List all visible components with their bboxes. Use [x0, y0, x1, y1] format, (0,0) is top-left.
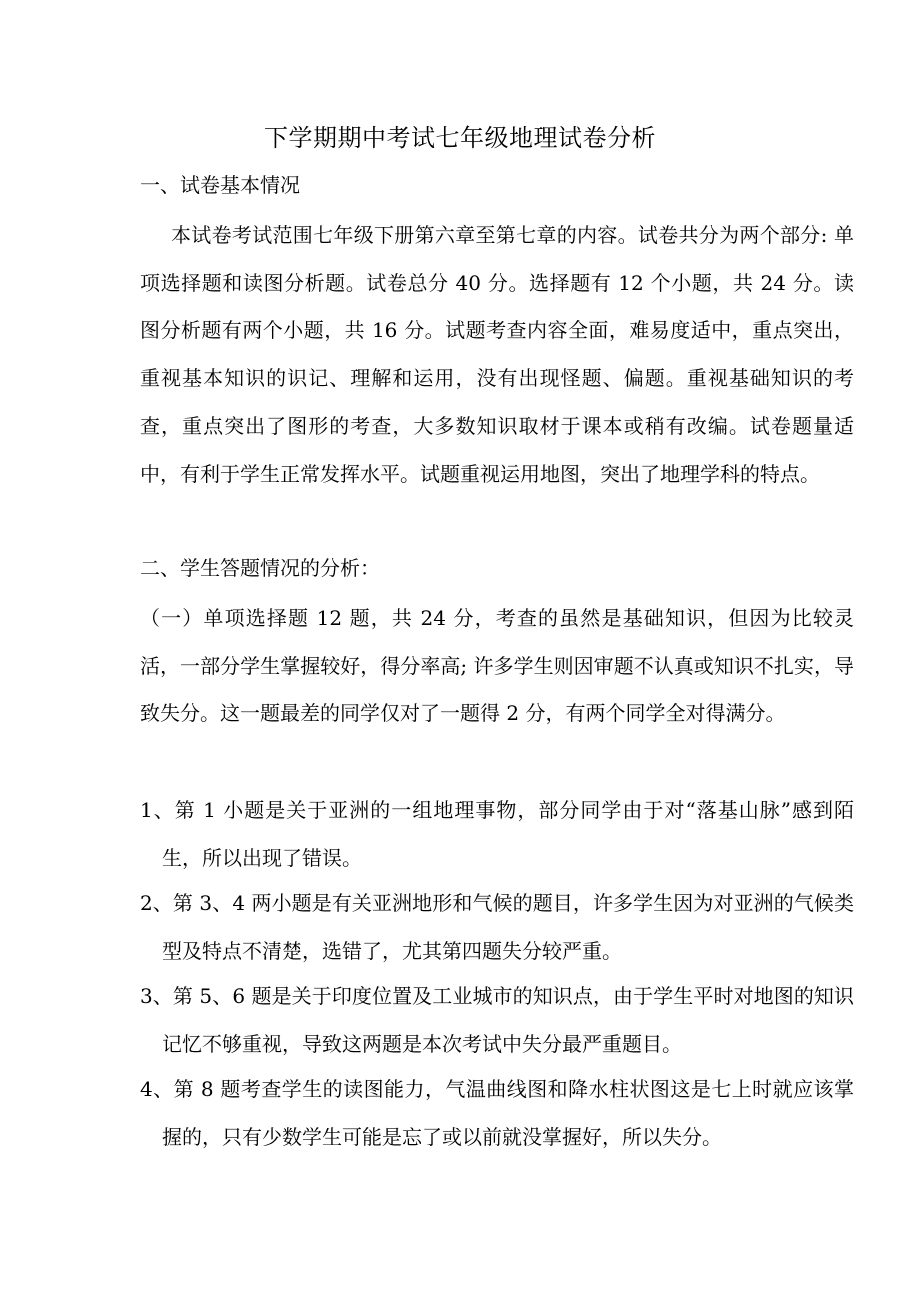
- section-paragraph-multiple-choice: （一）单项选择题 12 题，共 24 分，考查的虽然是基础知识，但因为比较灵活，一部分学生掌握较好，得分率高; 许多学生则因审题不认真或知识不扎实，导致失分。这一题最差的同学仅对了一题得 2 分，有两个同学全对得满分。: [140, 606, 854, 726]
- list-item: 3、第 5、6 题是关于印度位置及工业城市的知识点，由于学生平时对地图的知识记忆不够重视，导致这两题是本次考试中失分最严重题目。: [140, 984, 854, 1056]
- document-title: 下学期期中考试七年级地理试卷分析: [264, 124, 656, 152]
- section-paragraph-basic-info: 本试卷考试范围七年级下册第六章至第七章的内容。试卷共分为两个部分: 单项选择题和读图分析题。试卷总分 40 分。选择题有 12 个小题，共 24 分。读图分析题有两个小题，共 16 分。试题考查内容全面，难易度适中，重点突出，重视基本知识的识记、理解和运用，没有出现怪题、偏题。重视基础知识的考查，重点突出了图形的考查，大多数知识取材于课本或稍有改编。试卷题量适中，有利于学生正常发挥水平。试题重视运用地图，突出了地理学科的特点。: [140, 223, 854, 486]
- list-item: 2、第 3、4 两小题是有关亚洲地形和气候的题目，许多学生因为对亚洲的气候类型及特点不清楚，选错了，尤其第四题失分较严重。: [140, 891, 854, 963]
- section-heading-basic-info: 一、试卷基本情况: [140, 173, 300, 197]
- list-item: 1、第 1 小题是关于亚洲的一组地理事物，部分同学由于对“落基山脉”感到陌生，所以出现了错误。: [140, 798, 854, 870]
- section-heading-answer-analysis: 二、学生答题情况的分析：: [140, 556, 380, 580]
- list-item: 4、第 8 题考查学生的读图能力，气温曲线图和降水柱状图这是七上时就应该掌握的，只有少数学生可能是忘了或以前就没掌握好，所以失分。: [140, 1077, 854, 1149]
